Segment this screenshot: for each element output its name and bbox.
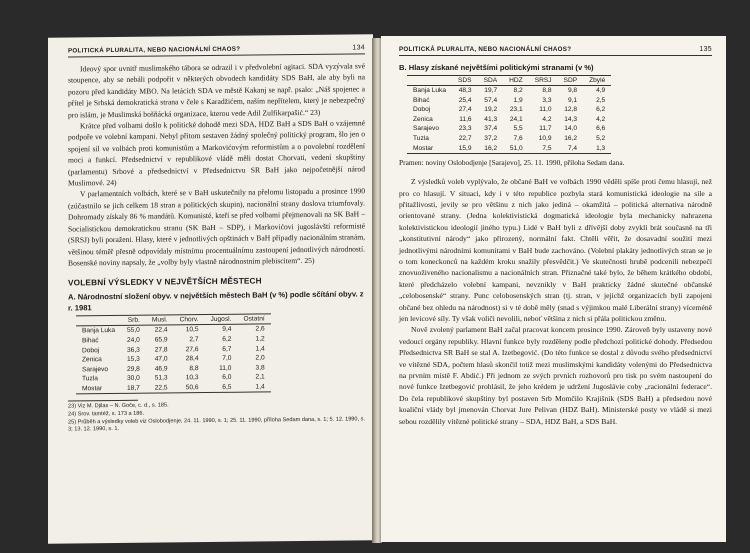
left-header-title: POLITICKÁ PLURALITA, NEBO NACIONÁLNÍ CHAOS?	[68, 45, 241, 55]
table-a-body	[76, 324, 271, 394]
table-cell: 10,5	[185, 326, 199, 334]
table-row-city: Bihać	[82, 337, 99, 345]
table-cell: 9,8	[567, 87, 578, 94]
table-cell: 27,8	[154, 345, 168, 354]
table-cell: 8,8	[542, 87, 552, 94]
table-cell: 7,6	[513, 134, 523, 142]
table-b-header: SDA	[478, 76, 504, 86]
table-a-header: Chorv.	[174, 315, 205, 325]
right-paragraph-1: Z výsledků voleb vyplývalo, že občané BaH ve volbách 1990 věděli spíše proti čemu hlasují, než pro co hlasují. V situaci, kdy i v této republice pozbyla stará komunistická ideologie na síle a přitažlivosti, jevily se pro většinu z nich jako jediná – okamžitá – politická alternativa národně orientované strany. (Jedna kolektivistická dogmatická ideologie byla mechanicky nahrazena kolektivistickou ideologií jiného typu.) Lidé v BaH byli z dřívější doby zvyklí brát současně na tři „konstitutivní národy“ jako přirozený, normální fakt. Chtěli věřit, že dosavadní soužití mezi jednotlivými národními komunitami v BaH bude zachováno. (Volební plakáty jednotlivých stran se je o tom koneckonců na každém kroku snažily přesvědčit.) Ve skutečnosti hrubě podcenili nebezpečí znovuoživeného nacionalismu a nacionálních stran. Přiznačné také bylo, že během krátkého období, které předcházelo volební kampani, nevznikly v BaH prakticky žádné skutečné občanské „celobosenské“ strany. Punc celobosenských stran (tj. stran, v jejichž organizacích byli zapojeni občané bez ohledu na národnost) si v té době měly (snad s výjimkou malé Liberální strany) víceméně jen levicové síly. Ty však voliči nevolili, neboť většina z nich si přála politickou změnu.	[399, 177, 712, 324]
table-cell: 47,0	[154, 355, 168, 363]
table-cell: 27,6	[185, 345, 199, 353]
table-a-header	[76, 316, 121, 326]
right-paragraph-2: Nově zvolený parlament BaH začal pracovat koncem prosince 1990. Zároveň byly ustaveny nové vedoucí orgány republiky. Hlavní funkce byly rozděleny podle předchozí politické dohody. Předsedou Předsednictva SR BaH se stal A. Izetbegović. (Do této funkce se dostal z důvodu svého předsednictví ve vítězné SDA, počtem hlasů skončil totiž mezi muslimskými kandidáty volenými do Předsednictva na prvním místě F. Abdić.) Při jednom ze svých prvních rozhovorů pro tisk po svém nastoupení do nové funkce Izetbegović prohlásil, že jeho krédem je udržení Jugoslávie coby „racionální federace“. Do čela republikové skupštiny byl postaven Srb Momčilo Krajišnik (SDS BaH) a předsedou nové koaliční vlády byl jmenován Chorvat Jure Pelivan (HDZ BaH). Ministerské posty ve vládě si mezi sebou rozdělily vítězné politické strany – SDA, HDZ BaH, a SDS BaH.	[399, 325, 712, 426]
table-a-header: Jugosl.	[205, 315, 238, 325]
table-cell: 11,7	[539, 125, 552, 133]
table-cell: 2,0	[255, 354, 265, 362]
table-cell: 7,4	[567, 144, 578, 152]
table-b-header: SDP	[558, 76, 584, 86]
table-row	[407, 124, 611, 134]
table-b-header: SDS	[452, 76, 478, 86]
table-b-header: SRSJ	[529, 76, 558, 86]
table-cell: 2,1	[255, 373, 265, 381]
table-cell: 18,7	[127, 384, 140, 392]
table-cell: 4,2	[542, 115, 552, 123]
table-cell: 19,7	[484, 87, 498, 94]
table-row	[407, 105, 611, 115]
table-cell: 1,3	[596, 144, 606, 152]
table-cell: 14,3	[564, 115, 578, 123]
table-b-header-row	[407, 76, 611, 86]
table-row-city: Banja Luka	[413, 87, 446, 94]
table-cell: 51,3	[154, 374, 168, 382]
table-cell: 50,6	[185, 384, 199, 392]
table-cell: 10,9	[538, 134, 552, 142]
section-title: VOLEBNÍ VÝSLEDKY V NEJVĚTŠÍCH MĚSTECH	[68, 276, 262, 288]
table-row-city: Tuzla	[413, 134, 429, 142]
footnote-23: 23) Viz M. Djilas – N. Goče, c. d., s. 185.	[68, 402, 169, 410]
left-paragraph-2: Krátce před volbami došlo k politické dohodě mezi SDA, HDZ BaH a SDS BaH o vzájemné podpoře ve volební kampani. Nebyl přitom sestaven žádný společný politický program, šlo jen o spojení sil ve volbách proti komunistům a Markovićovým reformistům a o povolební rozdělení moci a funkcí. Předsednictví v republikové vládě měli dostat Chorvati, vedení skupštiny (parlamentu) Srbové a předsednictví v Předsednictvu SR BaH jako nejpočetnější národ Muslimové. 24)	[68, 118, 365, 188]
table-cell: 23,1	[509, 106, 523, 114]
table-cell: 27,4	[458, 106, 472, 114]
table-a-header: Ostatní	[237, 314, 270, 324]
table-cell: 3,3	[542, 96, 552, 104]
table-row-city: Bihać	[413, 96, 430, 104]
left-page	[48, 34, 373, 543]
left-paragraph-3: V parlamentních volbách, které se v BaH uskutečnily na přelomu listopadu a prosince 1990 (zúčastnilo se jich celkem 18 stran a politických skupin), nacionální strany doslova triumfovaly. Dohromady získaly 86 % mandátů. Komunisté, kteří se před volbami přejmenovali na SK BaH – Socialistickou demokratickou stranu (SK BaH – SDP), i Markovićovi jugoslávští reformisté (SRSJ) byli poraženi. Hlasy, které v jednotlivých opštinách v BaH připadly nacionálním stranám, většinou téměř přesně odpovídaly místnímu procentuálnímu zastoupení jednotlivých národností. Bosenské noviny napsaly, že „volby byly vlastně národnostním plebiscitem“. 25)	[68, 186, 365, 268]
table-row-city: Doboj	[82, 346, 100, 354]
table-cell: 5,5	[513, 125, 523, 133]
table-a-header: Srb.	[121, 315, 146, 325]
table-cell: 46,9	[154, 365, 168, 373]
footnote-25: 25) Průběh a výsledky voleb viz Oslobodjenje, 24. 11. 1990, s. 1; 25. 11. 1990, příloha Sedam dana, s. 1; 5. 12. 1990, s. 3; 13. 12. 1990, s. 1.	[68, 416, 365, 433]
footnote-24: 24) Srov. tamtéž, s. 173 a 186.	[68, 410, 145, 418]
table-row-city: Sarajevo	[82, 365, 109, 374]
table-cell: 37,2	[484, 134, 498, 142]
table-b-source: Pramen: noviny Oslobodjenje [Sarajevo], 25. 11. 1990, příloha Sedam dana.	[399, 158, 625, 168]
table-cell: 1,4	[255, 383, 265, 391]
table-cell: 6,7	[222, 345, 232, 353]
table-row	[407, 96, 611, 106]
table-row	[407, 134, 611, 144]
table-cell: 9,1	[567, 96, 578, 104]
table-a-header: Musl.	[146, 315, 174, 325]
table-row	[407, 144, 611, 154]
table-row-city: Mostar	[413, 144, 434, 152]
table-cell: 6,2	[596, 106, 606, 114]
table-row-city: Tuzla	[82, 375, 98, 383]
table-cell: 51,0	[509, 144, 523, 152]
table-cell: 25,4	[458, 96, 472, 104]
table-cell: 22,7	[458, 134, 472, 142]
table-cell: 6,2	[222, 335, 232, 343]
table-row-city: Sarajevo	[413, 125, 440, 133]
table-cell: 28,4	[185, 355, 199, 363]
table-cell: 12,8	[564, 106, 578, 114]
footnote-rule	[68, 400, 138, 402]
table-cell: 65,9	[154, 336, 168, 344]
table-cell: 15,9	[458, 144, 472, 152]
table-cell: 2,7	[189, 336, 199, 344]
table-cell: 6,6	[596, 125, 606, 133]
table-cell: 9,4	[222, 326, 232, 334]
table-cell: 37,4	[484, 125, 498, 133]
table-cell: 2,6	[255, 325, 265, 333]
table-cell: 3,8	[255, 364, 265, 372]
table-cell: 19,2	[484, 106, 498, 114]
table-cell: 2,5	[596, 96, 606, 104]
left-page-number: 134	[352, 44, 365, 52]
table-b-caption: B. Hlasy získané největšími politickými stranami (v %)	[399, 63, 594, 72]
table-cell: 1,2	[255, 335, 265, 343]
table-cell: 5,2	[596, 134, 606, 142]
table-a	[76, 314, 271, 395]
table-cell: 4,9	[596, 87, 606, 94]
left-running-header	[68, 44, 365, 57]
table-b	[407, 75, 611, 154]
left-paragraph-1: Ideový spor uvnitř muslimského tábora se odrazil i v předvolební agitaci. SDA vyzývala své stoupence, aby se nebáli podpořit v některých obvodech kandidáty SDS BaH, ale aby byli na pozoru před kandidáty MBO. Na letácích SDA ve městě Kakanj se např. psalo: „Náš spojenec a přítel je Srbská demokratická strana v čele s Karadžićem, naším nepřítelem, který je nebezpečný pro islám, je Muslimská bošňácká organizace, kterou vede Adil Zulfikarpašić.“ 23)	[68, 61, 365, 120]
table-cell: 36,3	[127, 346, 140, 354]
table-cell: 4,2	[596, 115, 606, 123]
table-cell: 55,0	[127, 327, 140, 335]
table-cell: 30,0	[127, 375, 140, 383]
table-row-city: Doboj	[413, 106, 431, 114]
table-cell: 48,3	[458, 87, 472, 94]
table-row	[407, 86, 611, 96]
table-cell: 15,3	[127, 355, 140, 363]
table-cell: 8,8	[189, 364, 199, 372]
right-header-title: POLITICKÁ PLURALITA, NEBO NACIONÁLNÍ CHAOS?	[399, 46, 572, 53]
right-running-header	[399, 46, 712, 56]
table-b-body	[407, 86, 611, 154]
table-row-city: Banja Luka	[82, 327, 115, 335]
table-row-city: Zenica	[82, 356, 102, 364]
table-cell: 11,0	[219, 364, 232, 372]
table-cell: 16,2	[484, 144, 498, 152]
table-cell: 6,5	[222, 383, 232, 391]
table-cell: 22,5	[154, 384, 168, 392]
table-cell: 10,3	[185, 374, 199, 382]
table-cell: 41,3	[484, 115, 498, 123]
table-cell: 16,2	[564, 134, 578, 142]
table-cell: 23,3	[458, 125, 472, 133]
table-row-city: Mostar	[82, 385, 103, 393]
table-row-city: Zenica	[413, 115, 433, 123]
table-cell: 11,6	[459, 115, 472, 123]
table-cell: 24,0	[127, 336, 140, 344]
table-cell: 1,9	[513, 96, 523, 104]
table-b-header: Zbylé	[583, 76, 611, 86]
table-b-header	[407, 76, 452, 86]
right-page-number: 135	[699, 46, 712, 53]
table-cell: 24,1	[509, 115, 523, 123]
table-b-header: HDZ	[503, 76, 529, 86]
table-cell: 11,0	[539, 106, 552, 114]
table-cell: 7,0	[222, 354, 232, 362]
table-cell: 1,4	[255, 344, 265, 353]
table-cell: 6,0	[222, 374, 232, 382]
table-cell: 8,2	[513, 87, 523, 94]
table-row	[407, 115, 611, 125]
table-cell: 14,0	[564, 125, 578, 133]
table-cell: 29,8	[127, 365, 140, 373]
table-cell: 57,4	[484, 96, 498, 104]
table-row	[76, 382, 271, 394]
table-cell: 22,4	[154, 326, 168, 334]
right-page	[381, 36, 726, 542]
table-a-caption: A. Národnostní složení obyv. v největších městech BaH (v %) podle sčítání obyv. z r. 1981	[68, 289, 364, 313]
table-cell: 7,5	[542, 144, 552, 152]
